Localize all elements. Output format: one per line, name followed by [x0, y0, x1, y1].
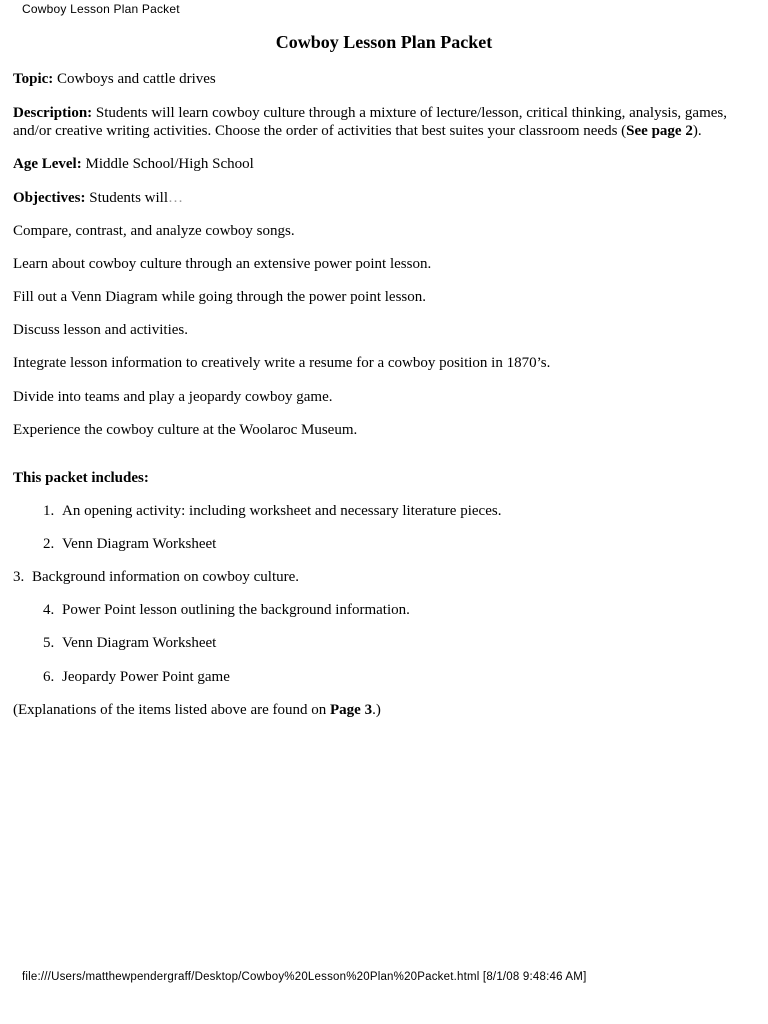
packet-item-number: 5. — [43, 635, 55, 651]
packet-item-text: Jeopardy Power Point game — [62, 669, 230, 685]
age-level-value: Middle School/High School — [81, 156, 254, 172]
objectives-label: Objectives: — [13, 190, 86, 206]
objective-item: Learn about cowboy culture through an extensive power point lesson. — [13, 256, 432, 272]
objectives-ellipsis: … — [168, 190, 183, 206]
footer-file-url: file:///Users/matthewpendergraff/Desktop/Cowboy%20Lesson%20Plan%20Packet.html [8/1/08 9:48:46 AM] — [22, 971, 587, 983]
explanation-page-ref: Page 3 — [330, 702, 373, 718]
objective-item: Integrate lesson information to creatively write a resume for a cowboy position in 1870’s. — [13, 355, 551, 371]
age-level-line — [13, 155, 753, 173]
explanation-pre: (Explanations of the items listed above are found on — [13, 702, 330, 718]
packet-heading: This packet includes: — [13, 470, 149, 486]
description-end: ). — [692, 123, 702, 139]
packet-list-item — [43, 668, 230, 686]
packet-item-number: 3. — [13, 569, 25, 585]
page-title: Cowboy Lesson Plan Packet — [275, 32, 493, 52]
packet-item-text: Venn Diagram Worksheet — [62, 635, 217, 651]
explanation-line — [13, 701, 753, 719]
objectives-intro: Students will — [85, 190, 168, 206]
packet-list-item — [43, 634, 216, 652]
browser-header-title: Cowboy Lesson Plan Packet — [22, 2, 180, 16]
description-label: Description: — [13, 105, 93, 121]
description-text: Students will learn cowboy culture through a mixture of lecture/lesson, critical thinking, analysis, games, and/or creative writing activities. Choose the order of activities that best suites your classroom needs ( — [13, 105, 728, 139]
objective-item: Compare, contrast, and analyze cowboy songs. — [13, 223, 295, 239]
packet-list-item — [13, 568, 299, 586]
packet-list-item — [43, 535, 216, 553]
packet-item-number: 6. — [43, 669, 55, 685]
packet-item-number: 4. — [43, 602, 55, 618]
objective-item: Experience the cowboy culture at the Woolaroc Museum. — [13, 422, 358, 438]
objectives-line — [13, 189, 753, 207]
objective-item: Divide into teams and play a jeopardy cowboy game. — [13, 389, 333, 405]
explanation-post: .) — [372, 702, 381, 718]
packet-item-text: An opening activity: including worksheet and necessary literature pieces. — [62, 503, 502, 519]
description-page-ref: See page 2 — [626, 123, 693, 139]
topic-line — [13, 70, 753, 88]
packet-list-item — [43, 502, 501, 520]
packet-item-number: 2. — [43, 536, 55, 552]
objective-item: Discuss lesson and activities. — [13, 322, 188, 338]
packet-list-item — [43, 601, 410, 619]
topic-value: Cowboys and cattle drives — [53, 71, 216, 87]
packet-item-text: Venn Diagram Worksheet — [62, 536, 217, 552]
packet-item-number: 1. — [43, 503, 55, 519]
objective-item: Fill out a Venn Diagram while going through the power point lesson. — [13, 289, 427, 305]
topic-label: Topic: — [13, 71, 54, 87]
description-paragraph — [13, 104, 753, 140]
packet-item-text: Background information on cowboy culture. — [32, 569, 300, 585]
packet-item-text: Power Point lesson outlining the background information. — [62, 602, 410, 618]
age-level-label: Age Level: — [13, 156, 82, 172]
